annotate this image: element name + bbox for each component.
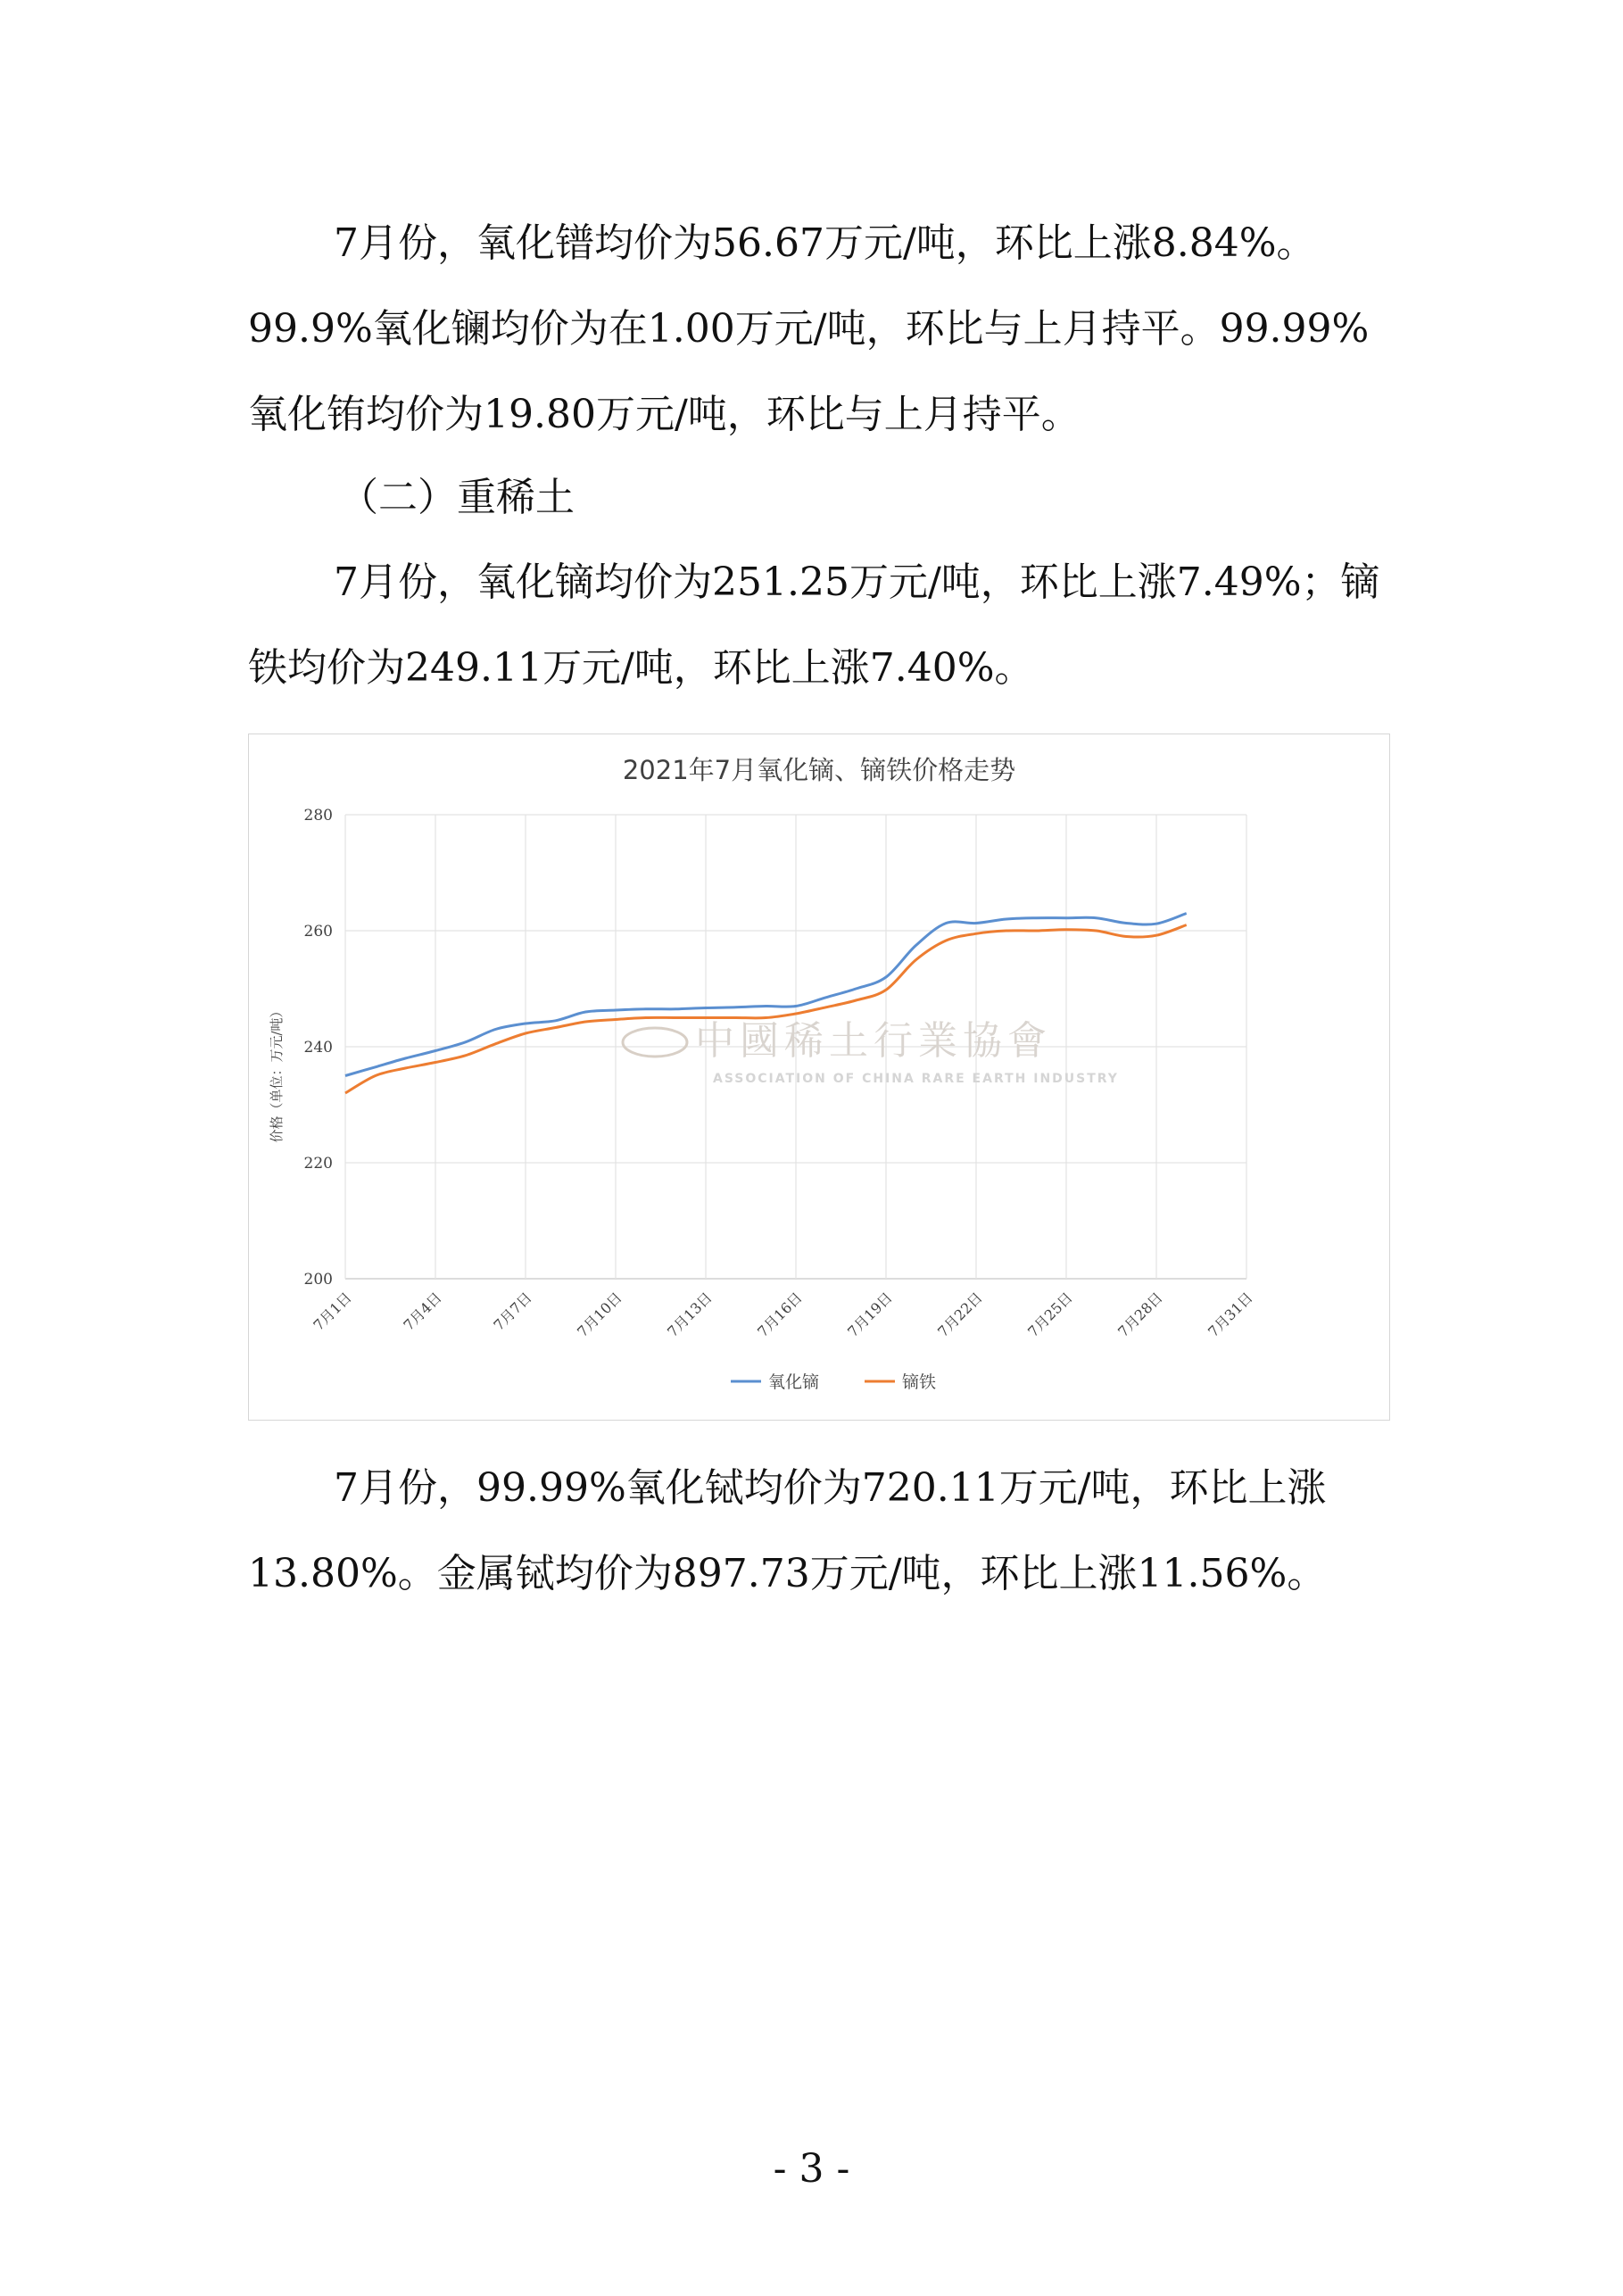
x-tick-label: 7月22日 (934, 1289, 986, 1341)
y-tick-label: 260 (303, 923, 333, 941)
watermark-logo-icon (623, 1028, 687, 1057)
watermark-subtitle: ASSOCIATION OF CHINA RARE EARTH INDUSTRY (713, 1072, 1119, 1086)
paragraph-terbium: 7月份，99.99%氧化铽均价为720.11万元/吨，环比上涨13.80%。金属铽均价为897.73万元/吨，环比上涨11.56%。 (248, 1465, 1327, 1596)
chart-canvas (249, 734, 1389, 1420)
paragraph-dysprosium: 7月份，氧化镝均价为251.25万元/吨，环比上涨7.49%；镝铁均价为249.11万元/吨，环比上涨7.40%。 (248, 559, 1380, 691)
x-tick-label: 7月10日 (574, 1289, 625, 1341)
x-tick-label: 7月1日 (310, 1289, 355, 1334)
chart-title: 2021年7月氧化镝、镝铁价格走势 (622, 755, 1016, 785)
x-tick-label: 7月31日 (1205, 1289, 1256, 1341)
chart-series (344, 912, 1188, 1094)
y-tick-label: 280 (303, 807, 333, 825)
y-tick-label: 240 (303, 1039, 333, 1057)
x-tick-label: 7月7日 (490, 1289, 535, 1334)
y-tick-label: 200 (303, 1271, 333, 1289)
x-tick-label: 7月25日 (1024, 1289, 1076, 1341)
x-tick-label: 7月4日 (400, 1289, 445, 1334)
legend-label-2: 镝铁 (902, 1372, 937, 1392)
x-axis-ticks (310, 1289, 1255, 1340)
y-axis-label: 价格（单位：万元/吨） (269, 1004, 285, 1143)
watermark-logo-text: 中國稀土行業協會 (695, 1018, 1052, 1064)
price-trend-chart (248, 734, 1390, 1421)
x-tick-label: 7月16日 (754, 1289, 806, 1341)
watermark (623, 1018, 1119, 1086)
y-axis-ticks (304, 807, 333, 1289)
paragraph-light-rare-earth: 7月份，氧化镨均价为56.67万元/吨，环比上涨8.84%。99.9%氧化镧均价为在1.00万元/吨，环比与上月持平。99.99%氧化铕均价为19.80万元/吨，环比与上月持平。 (248, 220, 1370, 437)
page-number: - 3 - (773, 2146, 850, 2192)
x-tick-label: 7月13日 (664, 1289, 716, 1341)
x-tick-label: 7月19日 (844, 1289, 896, 1341)
legend-label-1: 氧化镝 (768, 1372, 820, 1392)
section-heading-heavy-rare-earth: （二）重稀土 (339, 475, 575, 520)
series-line-2 (345, 925, 1187, 1094)
chart-legend (731, 1372, 936, 1392)
x-tick-label: 7月28日 (1114, 1289, 1166, 1341)
y-tick-label: 220 (303, 1155, 333, 1173)
